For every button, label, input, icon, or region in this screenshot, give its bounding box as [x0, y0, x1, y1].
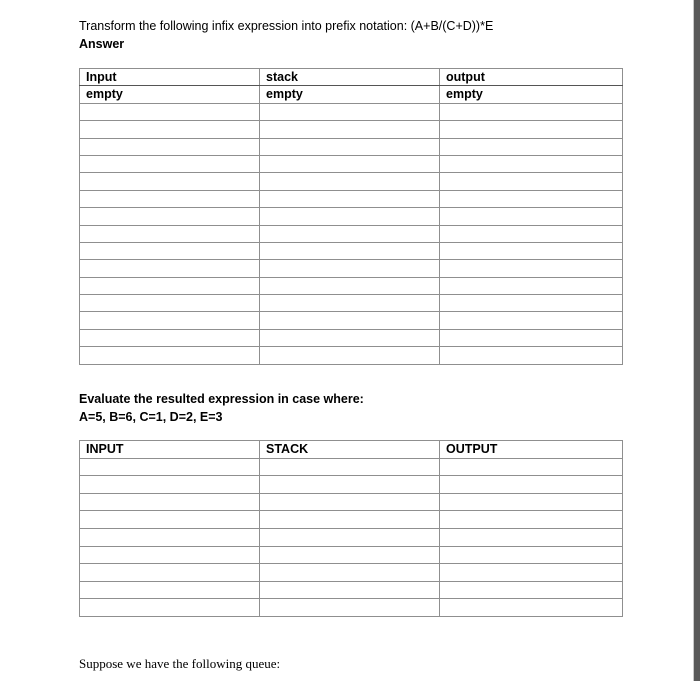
table-cell[interactable] — [440, 242, 623, 259]
table-cell[interactable] — [80, 511, 260, 529]
table-row — [80, 277, 623, 294]
table-cell[interactable] — [260, 511, 440, 529]
table-cell[interactable] — [260, 190, 440, 207]
answer-label: Answer — [79, 37, 125, 51]
table-cell[interactable] — [260, 528, 440, 546]
table-cell[interactable] — [440, 190, 623, 207]
table-row — [80, 599, 623, 617]
cell-input-empty[interactable]: empty — [80, 86, 260, 103]
question-text: Transform the following infix expression into prefix notation: (A+B/(C+D))*E — [79, 19, 494, 33]
header-input: INPUT — [80, 441, 260, 459]
evaluation-table — [79, 440, 623, 617]
table-row — [80, 458, 623, 476]
table-cell[interactable] — [260, 277, 440, 294]
table-cell[interactable] — [80, 242, 260, 259]
table-cell[interactable] — [80, 173, 260, 190]
table-cell[interactable] — [80, 528, 260, 546]
table-cell[interactable] — [440, 225, 623, 242]
table-cell[interactable] — [440, 295, 623, 312]
table-cell[interactable] — [440, 511, 623, 529]
table-cell[interactable] — [260, 173, 440, 190]
table-cell[interactable] — [260, 581, 440, 599]
table-cell[interactable] — [440, 103, 623, 120]
table-cell[interactable] — [80, 138, 260, 155]
table-header-row — [80, 441, 623, 459]
table-cell[interactable] — [80, 225, 260, 242]
table-row — [80, 546, 623, 564]
header-input: Input — [80, 69, 260, 86]
table-cell[interactable] — [260, 458, 440, 476]
table-cell[interactable] — [260, 295, 440, 312]
table-cell[interactable] — [440, 121, 623, 138]
table-cell[interactable] — [80, 103, 260, 120]
table-cell[interactable] — [260, 329, 440, 346]
prefix-conversion-table — [79, 68, 623, 365]
table-cell[interactable] — [440, 173, 623, 190]
table-cell[interactable] — [260, 155, 440, 172]
table-cell[interactable] — [80, 208, 260, 225]
table-cell[interactable] — [440, 260, 623, 277]
table-row — [80, 86, 623, 103]
evaluate-instruction: Evaluate the resulted expression in case where: — [79, 392, 364, 406]
table-cell[interactable] — [440, 208, 623, 225]
table-cell[interactable] — [80, 295, 260, 312]
queue-question: Suppose we have the following queue: — [79, 656, 281, 671]
table-cell[interactable] — [440, 564, 623, 582]
table-cell[interactable] — [80, 121, 260, 138]
table-cell[interactable] — [260, 242, 440, 259]
table-row — [80, 173, 623, 190]
table-header-row — [80, 69, 623, 86]
table-cell[interactable] — [440, 155, 623, 172]
table-cell[interactable] — [440, 581, 623, 599]
table-row — [80, 347, 623, 364]
table-cell[interactable] — [260, 476, 440, 494]
cell-output-empty[interactable]: empty — [440, 86, 623, 103]
table-row — [80, 103, 623, 120]
table-row — [80, 260, 623, 277]
table-cell[interactable] — [80, 347, 260, 364]
table-cell[interactable] — [440, 458, 623, 476]
table-cell[interactable] — [260, 208, 440, 225]
table-cell[interactable] — [260, 138, 440, 155]
table-cell[interactable] — [440, 312, 623, 329]
header-output: output — [440, 69, 623, 86]
header-stack: stack — [260, 69, 440, 86]
table-cell[interactable] — [440, 138, 623, 155]
table-cell[interactable] — [260, 546, 440, 564]
table-cell[interactable] — [260, 599, 440, 617]
table-row — [80, 208, 623, 225]
table-cell[interactable] — [440, 476, 623, 494]
table-cell[interactable] — [440, 347, 623, 364]
table-row — [80, 242, 623, 259]
table-cell[interactable] — [80, 277, 260, 294]
table-cell[interactable] — [80, 329, 260, 346]
table-row — [80, 476, 623, 494]
table-cell[interactable] — [260, 493, 440, 511]
table-cell[interactable] — [80, 312, 260, 329]
table-cell[interactable] — [440, 546, 623, 564]
header-stack: STACK — [260, 441, 440, 459]
table-row — [80, 295, 623, 312]
table-cell[interactable] — [260, 312, 440, 329]
cell-stack-empty[interactable]: empty — [260, 86, 440, 103]
table-cell[interactable] — [80, 458, 260, 476]
table-cell[interactable] — [440, 493, 623, 511]
table-row — [80, 312, 623, 329]
table-cell[interactable] — [440, 528, 623, 546]
table-cell[interactable] — [440, 329, 623, 346]
table-cell[interactable] — [80, 260, 260, 277]
table-cell[interactable] — [440, 599, 623, 617]
table-cell[interactable] — [260, 564, 440, 582]
table-row — [80, 225, 623, 242]
table-cell[interactable] — [260, 103, 440, 120]
table-cell[interactable] — [260, 225, 440, 242]
table-cell[interactable] — [260, 260, 440, 277]
table-cell[interactable] — [260, 347, 440, 364]
table-cell[interactable] — [440, 277, 623, 294]
table-row — [80, 155, 623, 172]
table-row — [80, 329, 623, 346]
table-cell[interactable] — [260, 121, 440, 138]
table-row — [80, 511, 623, 529]
page-edge-shadow — [694, 0, 700, 681]
table-cell[interactable] — [80, 190, 260, 207]
table-cell[interactable] — [80, 581, 260, 599]
table-row — [80, 138, 623, 155]
header-output: OUTPUT — [440, 441, 623, 459]
table-cell[interactable] — [80, 599, 260, 617]
table-cell[interactable] — [80, 493, 260, 511]
table-cell[interactable] — [80, 476, 260, 494]
table-row — [80, 190, 623, 207]
table-cell[interactable] — [80, 155, 260, 172]
variable-values: A=5, B=6, C=1, D=2, E=3 — [79, 410, 223, 424]
table-row — [80, 121, 623, 138]
table-cell[interactable] — [80, 546, 260, 564]
table-row — [80, 581, 623, 599]
table-row — [80, 528, 623, 546]
table-cell[interactable] — [80, 564, 260, 582]
table-row — [80, 493, 623, 511]
table-row — [80, 564, 623, 582]
